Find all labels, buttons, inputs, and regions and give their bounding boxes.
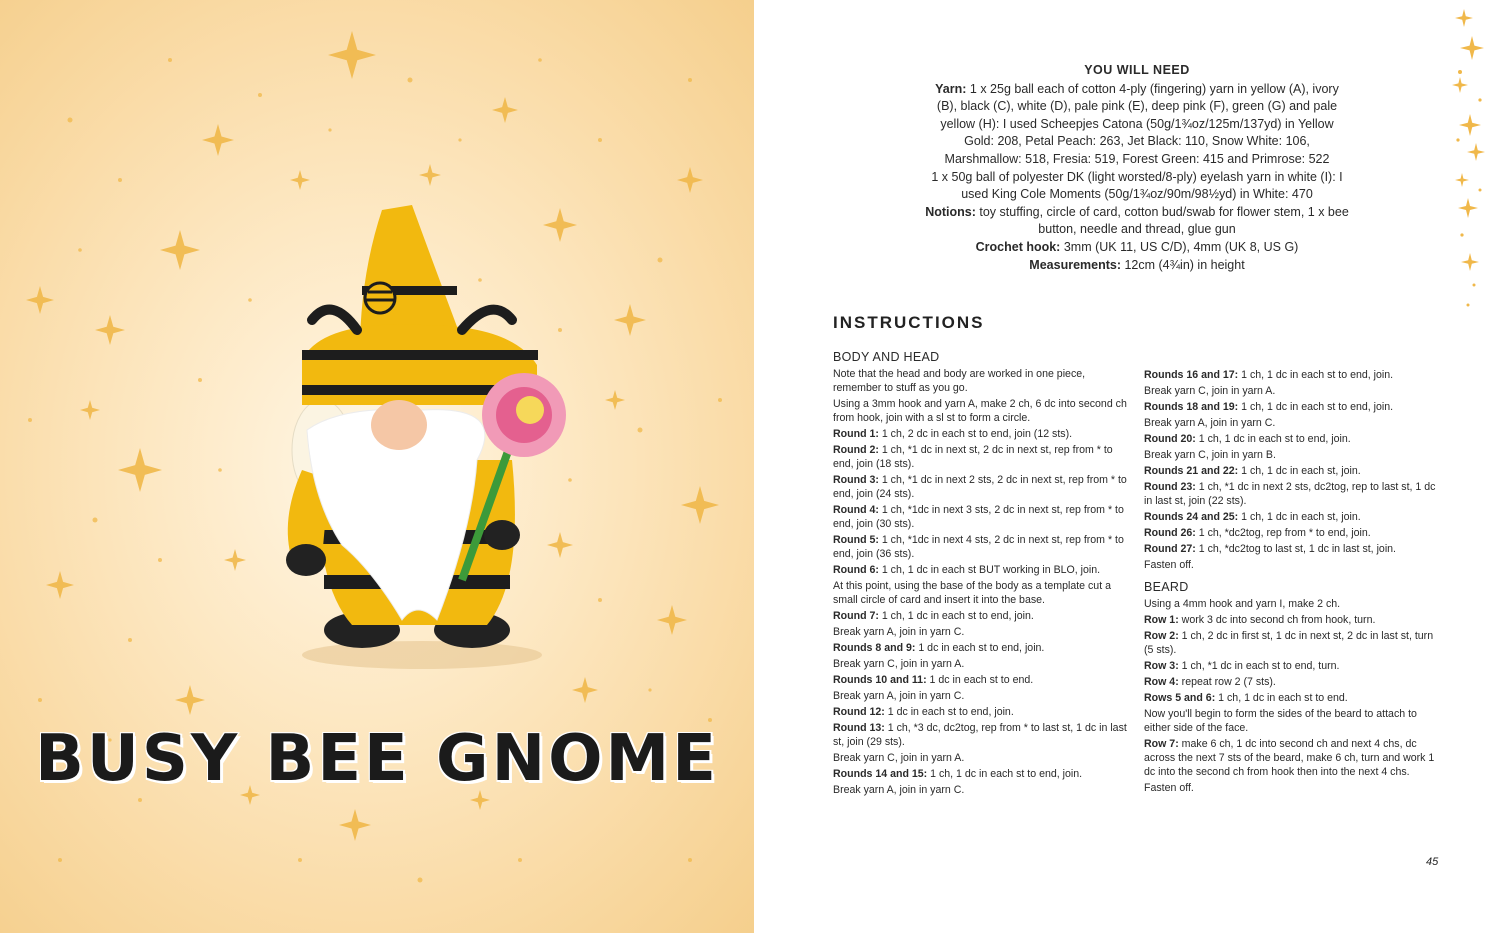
instruction-step: Break yarn C, join in yarn A. xyxy=(1144,385,1276,397)
instruction-step: Rounds 14 and 15: 1 ch, 1 dc in each st to end, join. xyxy=(833,768,1083,780)
materials-line: Crochet hook: 3mm (UK 11, US C/D), 4mm (UK 8, US G) xyxy=(975,239,1299,254)
instruction-step: Break yarn C, join in yarn A. xyxy=(833,658,965,670)
materials-line: Yarn: 1 x 25g ball each of cotton 4-ply (fingering) yarn in yellow (A), ivory (B), black (C), white (D), pale pink (E), deep pink (F), green (G) and pale yellow (H): I used Scheepjes Catona (50g/1¾oz/125m/137yd) in Yellow Gold: 208, Petal Peach: 263, Jet Black: 110, Snow White: 106, Marshmallow: 518, Fresia: 519, Forest Green: 415 and Primrose: 522 xyxy=(935,81,1339,166)
instruction-step: Round 1: 1 ch, 2 dc in each st to end, join (12 sts). xyxy=(833,428,1073,440)
instruction-step: Break yarn A, join in yarn C. xyxy=(833,784,965,796)
edge-sparkles xyxy=(1440,0,1500,320)
instruction-step: Break yarn A, join in yarn C. xyxy=(833,626,965,638)
instructions-column-1 xyxy=(833,350,1131,799)
instruction-step: Using a 3mm hook and yarn A, make 2 ch, 6 dc into second ch from hook, join with a sl st to form a circle. xyxy=(833,398,1127,424)
instruction-step: Round 7: 1 ch, 1 dc in each st to end, join. xyxy=(833,610,1034,622)
instruction-step: Using a 4mm hook and yarn I, make 2 ch. xyxy=(1144,598,1341,610)
instruction-step: Note that the head and body are worked in one piece, remember to stuff as you go. xyxy=(833,368,1086,394)
instruction-step: Round 12: 1 dc in each st to end, join. xyxy=(833,706,1014,718)
instructions-column-2 xyxy=(1144,368,1442,797)
materials-heading: YOU WILL NEED xyxy=(1084,63,1190,77)
instruction-step: Rows 5 and 6: 1 ch, 1 dc in each st to end. xyxy=(1144,692,1348,704)
instruction-step: Round 5: 1 ch, *1dc in next 4 sts, 2 dc in next st, rep from * to end, join (36 sts). xyxy=(833,534,1124,560)
instruction-step: Break yarn A, join in yarn C. xyxy=(1144,417,1276,429)
instruction-step: Break yarn C, join in yarn A. xyxy=(833,752,965,764)
instruction-step: Round 26: 1 ch, *dc2tog, rep from * to end, join. xyxy=(1144,527,1371,539)
instruction-step: At this point, using the base of the body as a template cut a small circle of card and insert it into the base. xyxy=(833,580,1111,606)
instruction-step: Round 27: 1 ch, *dc2tog to last st, 1 dc in last st, join. xyxy=(1144,543,1397,555)
instruction-step: Row 2: 1 ch, 2 dc in first st, 1 dc in next st, 2 dc in last st, turn (5 sts). xyxy=(1144,630,1434,656)
instruction-step: Rounds 8 and 9: 1 dc in each st to end, join. xyxy=(833,642,1045,654)
instruction-step: Fasten off. xyxy=(1144,559,1194,571)
instruction-step: Round 20: 1 ch, 1 dc in each st to end, join. xyxy=(1144,433,1351,445)
materials-line: Notions: toy stuffing, circle of card, cotton bud/swab for flower stem, 1 x bee button, needle and thread, glue gun xyxy=(925,204,1349,237)
instruction-step: Round 4: 1 ch, *1dc in next 3 sts, 2 dc in next st, rep from * to end, join (30 sts). xyxy=(833,504,1124,530)
instruction-step: Row 7: make 6 ch, 1 dc into second ch and next 4 chs, dc across the next 7 sts of the beard, make 6 ch, turn and work 1 dc into the second ch from hook then into the next 4 chs. xyxy=(1144,738,1435,778)
instruction-step: Round 6: 1 ch, 1 dc in each st BUT working in BLO, join. xyxy=(833,564,1101,576)
text-page xyxy=(754,0,1500,933)
instruction-step: Row 1: work 3 dc into second ch from hook, turn. xyxy=(1144,614,1376,626)
instruction-step: Round 13: 1 ch, *3 dc, dc2tog, rep from * to last st, 1 dc in last st, join (29 sts). xyxy=(833,722,1127,748)
instruction-step: Round 3: 1 ch, *1 dc in next 2 sts, 2 dc in next st, rep from * to end, join (24 sts). xyxy=(833,474,1127,500)
instruction-step: Rounds 16 and 17: 1 ch, 1 dc in each st to end, join. xyxy=(1144,369,1394,381)
instruction-step: Row 4: repeat row 2 (7 sts). xyxy=(1144,676,1276,688)
materials-list xyxy=(924,62,1350,274)
pattern-title: BUSY BEE GNOME xyxy=(35,722,719,796)
instruction-step: Break yarn A, join in yarn C. xyxy=(833,690,965,702)
instruction-step: Fasten off. xyxy=(1144,782,1194,794)
instruction-step: Now you'll begin to form the sides of the beard to attach to either side of the face. xyxy=(1144,708,1417,734)
materials-line: Measurements: 12cm (4¾in) in height xyxy=(1029,257,1245,272)
instruction-step: Row 3: 1 ch, *1 dc in each st to end, turn. xyxy=(1144,660,1340,672)
section-heading: BEARD xyxy=(1144,580,1189,594)
instruction-step: Break yarn C, join in yarn B. xyxy=(1144,449,1276,461)
instruction-step: Round 23: 1 ch, *1 dc in next 2 sts, dc2tog, rep to last st, 1 dc in last st, join (22 sts). xyxy=(1144,481,1436,507)
instructions-heading: INSTRUCTIONS xyxy=(833,313,985,332)
instruction-step: Round 2: 1 ch, *1 dc in next st, 2 dc in next st, rep from * to end, join (18 sts). xyxy=(833,444,1113,470)
instruction-step: Rounds 18 and 19: 1 ch, 1 dc in each st to end, join. xyxy=(1144,401,1394,413)
instruction-step: Rounds 10 and 11: 1 dc in each st to end. xyxy=(833,674,1034,686)
bee-gnome-photo xyxy=(262,200,582,680)
materials-line: 1 x 50g ball of polyester DK (light worsted/8-ply) eyelash yarn in white (I): I used King Cole Moments (50g/1¾oz/90m/98½yd) in White: 470 xyxy=(931,169,1343,202)
page-number: 45 xyxy=(1426,856,1439,868)
section-heading: BODY AND HEAD xyxy=(833,350,940,364)
instruction-step: Rounds 24 and 25: 1 ch, 1 dc in each st, join. xyxy=(1144,511,1361,523)
instruction-step: Rounds 21 and 22: 1 ch, 1 dc in each st, join. xyxy=(1144,465,1361,477)
